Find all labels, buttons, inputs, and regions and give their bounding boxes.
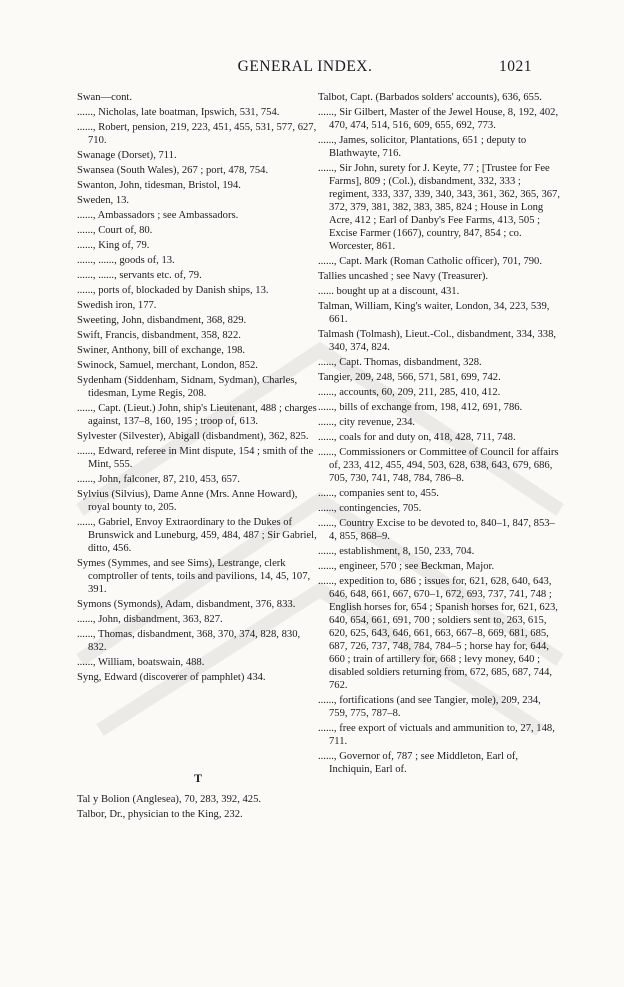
index-entry: Swan—cont. [77, 92, 133, 103]
index-entry: ......, John, disbandment, 363, 827. [77, 614, 223, 625]
index-entry: Swanton, John, tidesman, Bristol, 194. [77, 180, 241, 191]
index-entry: ......, city revenue, 234. [318, 417, 416, 428]
index-entry: ......, fortifications (and see Tangier, mole), 209, 234, 759, 775, 787–8. [318, 695, 541, 719]
index-entry: Swinock, Samuel, merchant, London, 852. [77, 360, 258, 371]
left-column [77, 91, 319, 823]
index-entry: ......, Robert, pension, 219, 223, 451, 455, 531, 577, 627, 710. [77, 122, 317, 146]
index-entry: ......, ......, servants etc. of, 79. [77, 270, 202, 281]
index-entry: ......, ......, goods of, 13. [77, 255, 175, 266]
index-entry: ...... bought up at a discount, 431. [318, 286, 460, 297]
index-entry: ......, King of, 79. [77, 240, 150, 251]
index-entry: ......, establishment, 8, 150, 233, 704. [318, 546, 475, 557]
index-entry: Talbor, Dr., physician to the King, 232. [77, 809, 243, 820]
index-entry: ......, bills of exchange from, 198, 412, 691, 786. [318, 402, 523, 413]
index-entry: Swiner, Anthony, bill of exchange, 198. [77, 345, 246, 356]
index-entry: Tangier, 209, 248, 566, 571, 581, 699, 742. [318, 372, 501, 383]
index-entry: ......, expedition to, 686 ; issues for, 621, 628, 640, 643, 646, 648, 661, 667, 670–1, 672, 693, 737, 741, 748 ; English horses for, 654 ; Spanish horses for, 621, 623, 640, 654, 661, 691, 700 ; soldiers sent to, 263, 615, 620, 625, 643, 646, 661, 663, 667–8, 669, 681, 685, 687, 726, 737, 748, 784, 784–5 ; horse hay for, 644, 660 ; train of artillery for, 668 ; levy money, 640 ; disabled soldiers returning from, 672, 685, 687, 744, 762. [318, 576, 558, 691]
index-entry: Sweeting, John, disbandment, 368, 829. [77, 315, 247, 326]
section-letter-t: T [193, 771, 202, 785]
index-entry: Swift, Francis, disbandment, 358, 822. [77, 330, 241, 341]
index-entry: ......, Capt. Thomas, disbandment, 328. [318, 357, 482, 368]
index-entry: ......, William, boatswain, 488. [77, 657, 205, 668]
left-t-entries [77, 793, 319, 821]
index-entry: ......, Ambassadors ; see Ambassadors. [77, 210, 239, 221]
index-entry: Talmash (Tolmash), Lieut.-Col., disbandment, 334, 338, 340, 374, 824. [318, 329, 557, 353]
index-entry: Swedish iron, 177. [77, 300, 157, 311]
index-entry: ......, ports of, blockaded by Danish ships, 13. [77, 285, 269, 296]
page-number: 1021 [499, 58, 532, 75]
index-entry: Swanage (Dorset), 711. [77, 150, 177, 161]
index-entry: Tallies uncashed ; see Navy (Treasurer). [318, 271, 489, 282]
index-entry: ......, Gabriel, Envoy Extraordinary to the Dukes of Brunswick and Luneburg, 459, 484, 487 ; Sir Gabriel, ditto, 456. [77, 517, 317, 554]
index-entry: Tal y Bolion (Anglesea), 70, 283, 392, 425. [77, 794, 262, 805]
index-entry: Talman, William, King's waiter, London, 34, 223, 539, 661. [318, 301, 550, 325]
index-entry: Sweden, 13. [77, 195, 130, 206]
index-entry: ......, Governor of, 787 ; see Middleton, Earl of, Inchiquin, Earl of. [318, 751, 519, 775]
index-entry: ......, Sir Gilbert, Master of the Jewel House, 8, 192, 402, 470, 474, 514, 516, 609, 655, 692, 773. [318, 107, 559, 131]
right-entries [318, 91, 560, 776]
index-entry: ......, Capt. Mark (Roman Catholic officer), 701, 790. [318, 256, 542, 267]
index-entry: Symes (Symmes, and see Sims), Lestrange, clerk comptroller of tents, toils and pavilions, 14, 45, 107, 391. [77, 558, 311, 595]
index-entry: ......, accounts, 60, 209, 211, 285, 410, 412. [318, 387, 501, 398]
left-entries [77, 91, 319, 684]
index-entry: Swansea (South Wales), 267 ; port, 478, 754. [77, 165, 269, 176]
index-entry: ......, Thomas, disbandment, 368, 370, 374, 828, 830, 832. [77, 629, 301, 653]
index-entry: Syng, Edward (discoverer of pamphlet) 434. [77, 672, 266, 683]
index-entry: ......, John, falconer, 87, 210, 453, 657. [77, 474, 240, 485]
index-entry: ......, free export of victuals and ammunition to, 27, 148, 711. [318, 723, 555, 747]
index-entry: ......, engineer, 570 ; see Beckman, Major. [318, 561, 495, 572]
page-header [78, 58, 532, 80]
index-entry: Sydenham (Siddenham, Sidnam, Sydman), Charles, tidesman, Lyme Regis, 208. [77, 375, 298, 399]
index-entry: ......, Sir John, surety for J. Keyte, 77 ; [Trustee for Fee Farms], 809 ; (Col.), disbandment, 332, 333 ; regiment, 333, 337, 339, 340, 343, 361, 362, 365, 367, 372, 379, 381, 382, 383, 385, 824 ; House in Long Acre, 412 ; Earl of Danby's Fee Farms, 413, 505 ; Excise Farmer (1667), country, 847, 854 ; co. Worcester, 861. [318, 163, 560, 252]
index-entry: Talbot, Capt. (Barbados solders' accounts), 636, 655. [318, 92, 542, 103]
index-entry: ......, contingencies, 705. [318, 503, 422, 514]
running-title: GENERAL INDEX. [237, 58, 373, 75]
index-entry: ......, coals for and duty on, 418, 428, 711, 748. [318, 432, 516, 443]
index-entry: ......, Commissioners or Committee of Council for affairs of, 233, 412, 455, 494, 503, 628, 638, 643, 679, 686, 705, 730, 741, 748, 784, 786–8. [318, 447, 559, 484]
index-entry: Sylvester (Silvester), Abigall (disbandment), 362, 825. [77, 431, 309, 442]
index-entry: ......, Nicholas, late boatman, Ipswich, 531, 754. [77, 107, 280, 118]
index-entry: ......, Capt. (Lieut.) John, ship's Lieutenant, 488 ; charges against, 137–8, 160, 195 ; troop of, 613. [77, 403, 317, 427]
index-entry: ......, Court of, 80. [77, 225, 153, 236]
index-entry: ......, James, solicitor, Plantations, 651 ; deputy to Blathwayte, 716. [318, 135, 527, 159]
index-entry: ......, Edward, referee in Mint dispute, 154 ; smith of the Mint, 555. [77, 446, 314, 470]
index-entry: Sylvius (Silvius), Dame Anne (Mrs. Anne Howard), royal bounty to, 205. [77, 489, 298, 513]
index-entry: Symons (Symonds), Adam, disbandment, 376, 833. [77, 599, 296, 610]
index-entry: ......, companies sent to, 455. [318, 488, 439, 499]
right-column [318, 91, 560, 778]
index-entry: ......, Country Excise to be devoted to, 840–1, 847, 853–4, 855, 868–9. [318, 518, 555, 542]
section-spacer [77, 686, 319, 772]
